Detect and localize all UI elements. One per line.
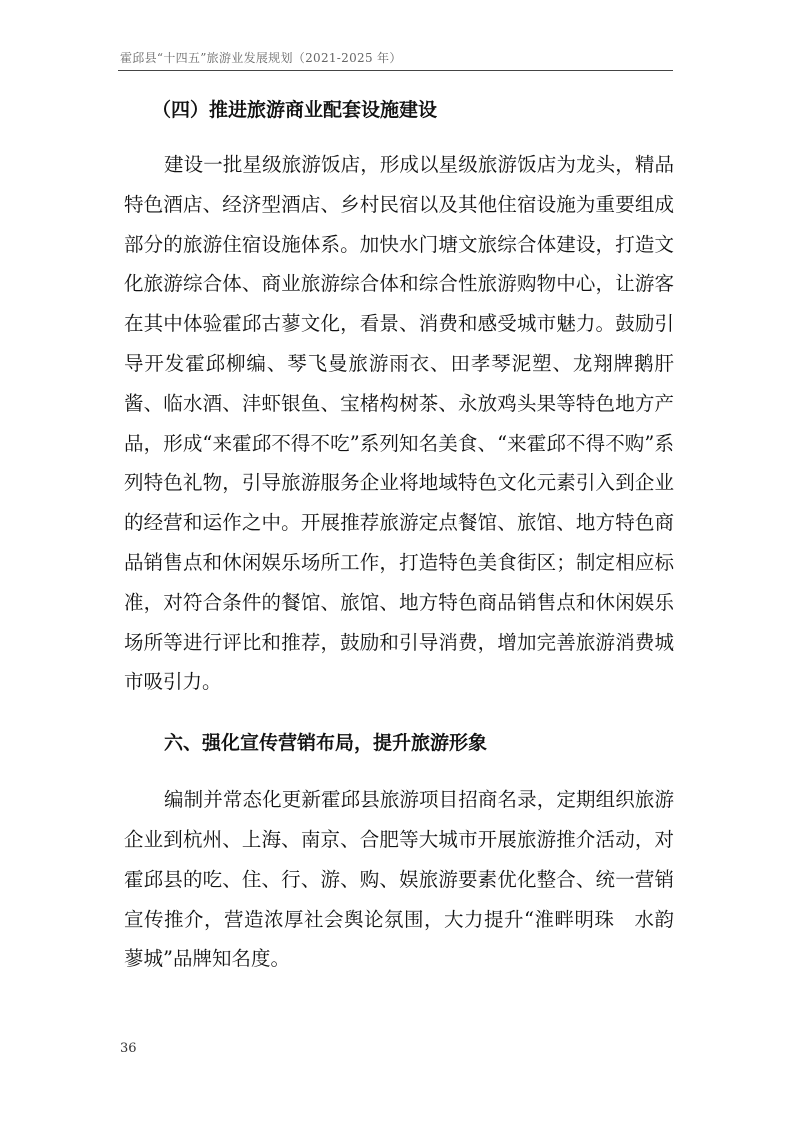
subsection-paragraph: 建设一批星级旅游饭店，形成以星级旅游饭店为龙头，精品特色酒店、经济型酒店、乡村民宿以及其他住宿设施为重要组成部分的旅游住宿设施体系。加快水门塘文旅综合体建设，打造文化旅游综合体、商业旅游综合体和综合性旅游购物中心，让游客在其中体验霍邱古蓼文化，看景、消费和感受城市魅力。鼓励引导开发霍邱柳编、琴飞曼旅游雨衣、田孝琴泥塑、龙翔牌鹅肝酱、临水酒、沣虾银鱼、宝楮构树茶、永放鸡头果等特色地方产品，形成“来霍邱不得不吃”系列知名美食、“来霍邱不得不购”系列特色礼物，引导旅游服务企业将地域特色文化元素引入到企业的经营和运作之中。开展推荐旅游定点餐馆、旅馆、地方特色商品销售点和休闲娱乐场所工作，打造特色美食街区；制定相应标准，对符合条件的餐馆、旅馆、地方特色商品销售点和休闲娱乐场所等进行评比和推荐，鼓励和引导消费，增加完善旅游消费城市吸引力。 — [124, 153, 674, 694]
header-divider — [118, 70, 673, 71]
section-paragraph: 编制并常态化更新霍邱县旅游项目招商名录，定期组织旅游企业到杭州、上海、南京、合肥等大城市开展旅游推介活动，对霍邱县的吃、住、行、游、购、娱旅游要素优化整合、统一营销宣传推介，营造浓厚社会舆论氛围，大力提升“淮畔明珠 水韵蓼城”品牌知名度。 — [124, 788, 674, 971]
page-number: 36 — [120, 1041, 137, 1056]
page-body — [124, 95, 674, 979]
subsection-heading: （四）推进旅游商业配套设施建设 — [152, 99, 438, 121]
section-heading: 六、强化宣传营销布局，提升旅游形象 — [164, 732, 488, 755]
running-header: 霍邱县“十四五”旅游业发展规划（2021-2025 年） — [120, 51, 402, 65]
